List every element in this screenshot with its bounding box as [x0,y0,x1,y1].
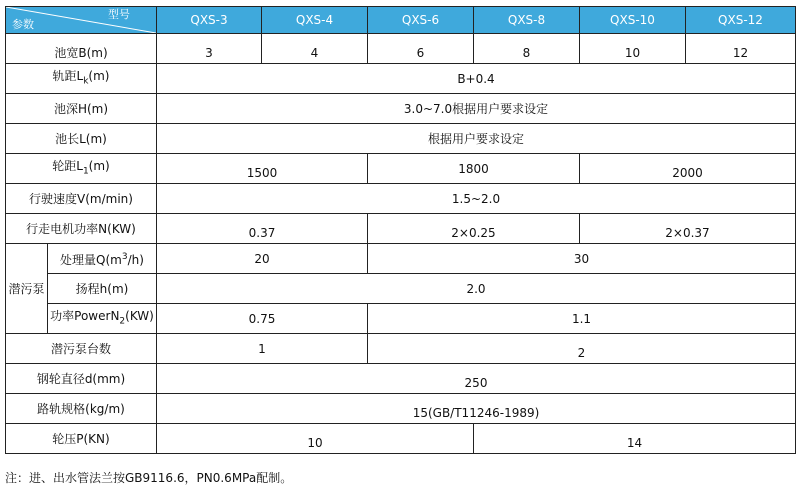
rail-spec-row [6,394,796,424]
label-text: 轮距L [52,158,83,173]
value-cell: 2 [368,334,796,364]
corner-model-label: 型号 [108,8,130,21]
pump-flow-row [6,244,796,274]
row-label: 轮压P(KN) [6,424,157,454]
row-label: 路轨规格(kg/m) [6,394,157,424]
value-cell: 根据用户要求设定 [157,124,796,154]
row-label [48,244,157,274]
label-superscript: 3 [121,252,128,262]
value-cell: 2×0.37 [580,214,796,244]
pump-head-row [6,274,796,304]
value-cell: 12 [686,34,796,64]
pump-group-label: 潜污泵 [6,244,48,334]
value-cell: 15(GB/T11246-1989) [157,394,796,424]
wheel-pressure-row [6,424,796,454]
value-cell: 10 [157,424,474,454]
footnote: 注：进、出水管法兰按GB9116.6，PN0.6MPa配制。 [5,471,293,485]
value-cell: 1 [157,334,368,364]
value-cell: 20 [157,244,368,274]
model-header-cell: QXS-3 [157,7,262,34]
value-cell: 10 [580,34,686,64]
spec-table [5,6,796,454]
pump-power-row [6,304,796,334]
value-cell: 1.5~2.0 [157,184,796,214]
label-subscript: k [83,76,89,87]
pool-length-row [6,124,796,154]
value-cell: 1.1 [368,304,796,334]
row-label: 行走电机功率N(KW) [6,214,157,244]
wheel-diameter-row [6,364,796,394]
model-header-cell: QXS-10 [580,7,686,34]
row-label: 池宽B(m) [6,34,157,64]
value-cell: 1800 [368,154,580,184]
value-cell: 2×0.25 [368,214,580,244]
wheel-base-row [6,154,796,184]
label-text: 轨距L [52,68,84,83]
pump-count-row [6,334,796,364]
value-cell: 250 [157,364,796,394]
pool-depth-row [6,94,796,124]
value-cell: 0.37 [157,214,368,244]
value-cell: B+0.4 [157,64,796,94]
value-cell: 2000 [580,154,796,184]
value-cell: 3.0~7.0根据用户要求设定 [157,94,796,124]
value-cell: 8 [474,34,580,64]
value-cell: 3 [157,34,262,64]
label-unit: (KW) [125,308,154,323]
row-label: 潜污泵台数 [6,334,157,364]
value-cell: 1500 [157,154,368,184]
model-header-cell: QXS-12 [686,7,796,34]
header-row [6,7,796,34]
model-header-cell: QXS-4 [262,7,368,34]
model-header-cell: QXS-8 [474,7,580,34]
value-cell: 2.0 [157,274,796,304]
label-unit: (m) [88,158,110,173]
label-subscript: 1 [82,166,89,177]
row-label: 行驶速度V(m/min) [6,184,157,214]
label-subscript: 2 [119,316,126,327]
track-gauge-row [6,64,796,94]
value-cell: 0.75 [157,304,368,334]
header-corner-cell [6,7,157,34]
value-cell: 6 [368,34,474,64]
travel-speed-row [6,184,796,214]
value-cell: 4 [262,34,368,64]
label-text: 功率PowerN [50,308,120,323]
row-label: 池深H(m) [6,94,157,124]
value-cell: 30 [368,244,796,274]
row-label: 钢轮直径d(mm) [6,364,157,394]
corner-param-label: 参数 [12,18,34,31]
pool-width-row [6,34,796,64]
value-cell: 14 [474,424,796,454]
label-text: 处理量Q(m [60,253,122,267]
model-header-cell: QXS-6 [368,7,474,34]
row-label: 扬程h(m) [48,274,157,304]
label-unit: /h) [127,253,144,267]
row-label [6,154,157,184]
row-label [6,64,157,94]
row-label [48,304,157,334]
row-label: 池长L(m) [6,124,157,154]
travel-motor-row [6,214,796,244]
label-unit: (m) [88,68,110,83]
